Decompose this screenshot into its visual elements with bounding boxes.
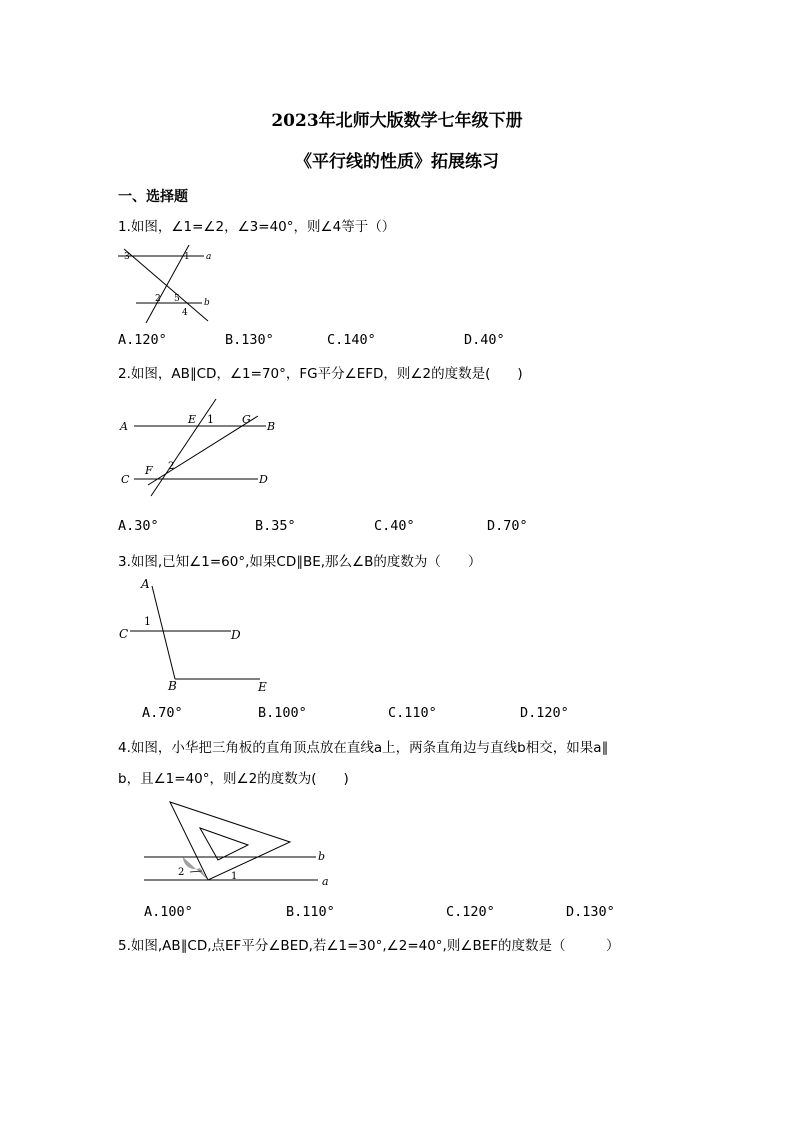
question-2-figure xyxy=(118,393,288,503)
q2-label-C: C xyxy=(121,473,130,486)
q2-label-F: F xyxy=(145,464,153,477)
question-2-text: 2.如图，AB∥CD，∠1=70°，FG平分∠EFD，则∠2的度数是( ) xyxy=(118,366,523,382)
q3-option-b[interactable]: B.100° xyxy=(258,705,307,721)
q1-label-2: 2 xyxy=(155,294,161,304)
q2-label-D: D xyxy=(259,473,268,486)
q4-option-c[interactable]: C.120° xyxy=(446,904,495,920)
q3-label-E: E xyxy=(258,680,267,694)
q1-label-3: 3 xyxy=(124,252,130,262)
q4-label-a: a xyxy=(322,875,329,888)
q1-option-c[interactable]: C.140° xyxy=(327,332,376,348)
q2-label-E: E xyxy=(188,413,197,426)
question-4-text-line-2: b，且∠1=40°，则∠2的度数为( ) xyxy=(118,771,349,787)
q3-option-d[interactable]: D.120° xyxy=(520,705,569,721)
q4-option-b[interactable]: B.110° xyxy=(286,904,335,920)
q1-label-5: 5 xyxy=(174,294,180,304)
question-1-figure xyxy=(118,243,218,323)
question-3-text: 3.如图,已知∠1=60°,如果CD∥BE,那么∠B的度数为（ ） xyxy=(118,554,482,570)
q3-option-c[interactable]: C.110° xyxy=(388,705,437,721)
q1-label-1: 1 xyxy=(184,252,190,262)
q1-label-a: a xyxy=(206,252,212,262)
q4-option-a[interactable]: A.100° xyxy=(144,904,193,920)
section-heading: 一、选择题 xyxy=(118,189,188,205)
question-1-text: 1.如图，∠1=∠2，∠3=40°，则∠4等于（） xyxy=(118,219,396,235)
q1-label-b: b xyxy=(204,298,210,308)
document-title: 2023年北师大版数学七年级下册 xyxy=(271,111,523,131)
q4-label-b: b xyxy=(318,850,326,863)
q1-option-d[interactable]: D.40° xyxy=(464,332,505,348)
q1-option-a[interactable]: A.120° xyxy=(118,332,167,348)
q2-label-A: A xyxy=(120,420,128,433)
q3-label-D: D xyxy=(231,628,241,642)
q2-label-B: B xyxy=(267,420,276,433)
q2-label-2: 2 xyxy=(168,461,175,472)
question-4-figure xyxy=(140,798,340,893)
q1-option-b[interactable]: B.130° xyxy=(225,332,274,348)
q2-option-b[interactable]: B.35° xyxy=(255,518,296,534)
question-3-figure xyxy=(118,576,278,696)
q2-option-d[interactable]: D.70° xyxy=(487,518,528,534)
q2-option-a[interactable]: A.30° xyxy=(118,518,159,534)
q2-label-1: 1 xyxy=(207,413,214,426)
question-4-text-line-1: 4.如图，小华把三角板的直角顶点放在直线a上，两条直角边与直线b相交，如果a∥ xyxy=(118,740,609,756)
q3-label-B: B xyxy=(168,679,177,693)
document-subtitle: 《平行线的性质》拓展练习 xyxy=(295,152,499,172)
q3-label-A: A xyxy=(141,577,150,591)
q3-option-a[interactable]: A.70° xyxy=(142,705,183,721)
q2-label-G: G xyxy=(242,413,251,426)
question-5-text: 5.如图,AB∥CD,点EF平分∠BED,若∠1=30°,∠2=40°,则∠BEF的度数是（ ） xyxy=(118,938,620,954)
q2-option-c[interactable]: C.40° xyxy=(374,518,415,534)
q1-label-4: 4 xyxy=(182,308,188,318)
q4-label-2: 2 xyxy=(178,867,185,878)
q4-option-d[interactable]: D.130° xyxy=(566,904,615,920)
q3-label-1: 1 xyxy=(144,615,151,628)
q3-label-C: C xyxy=(119,627,129,641)
q4-label-1: 1 xyxy=(231,871,238,882)
